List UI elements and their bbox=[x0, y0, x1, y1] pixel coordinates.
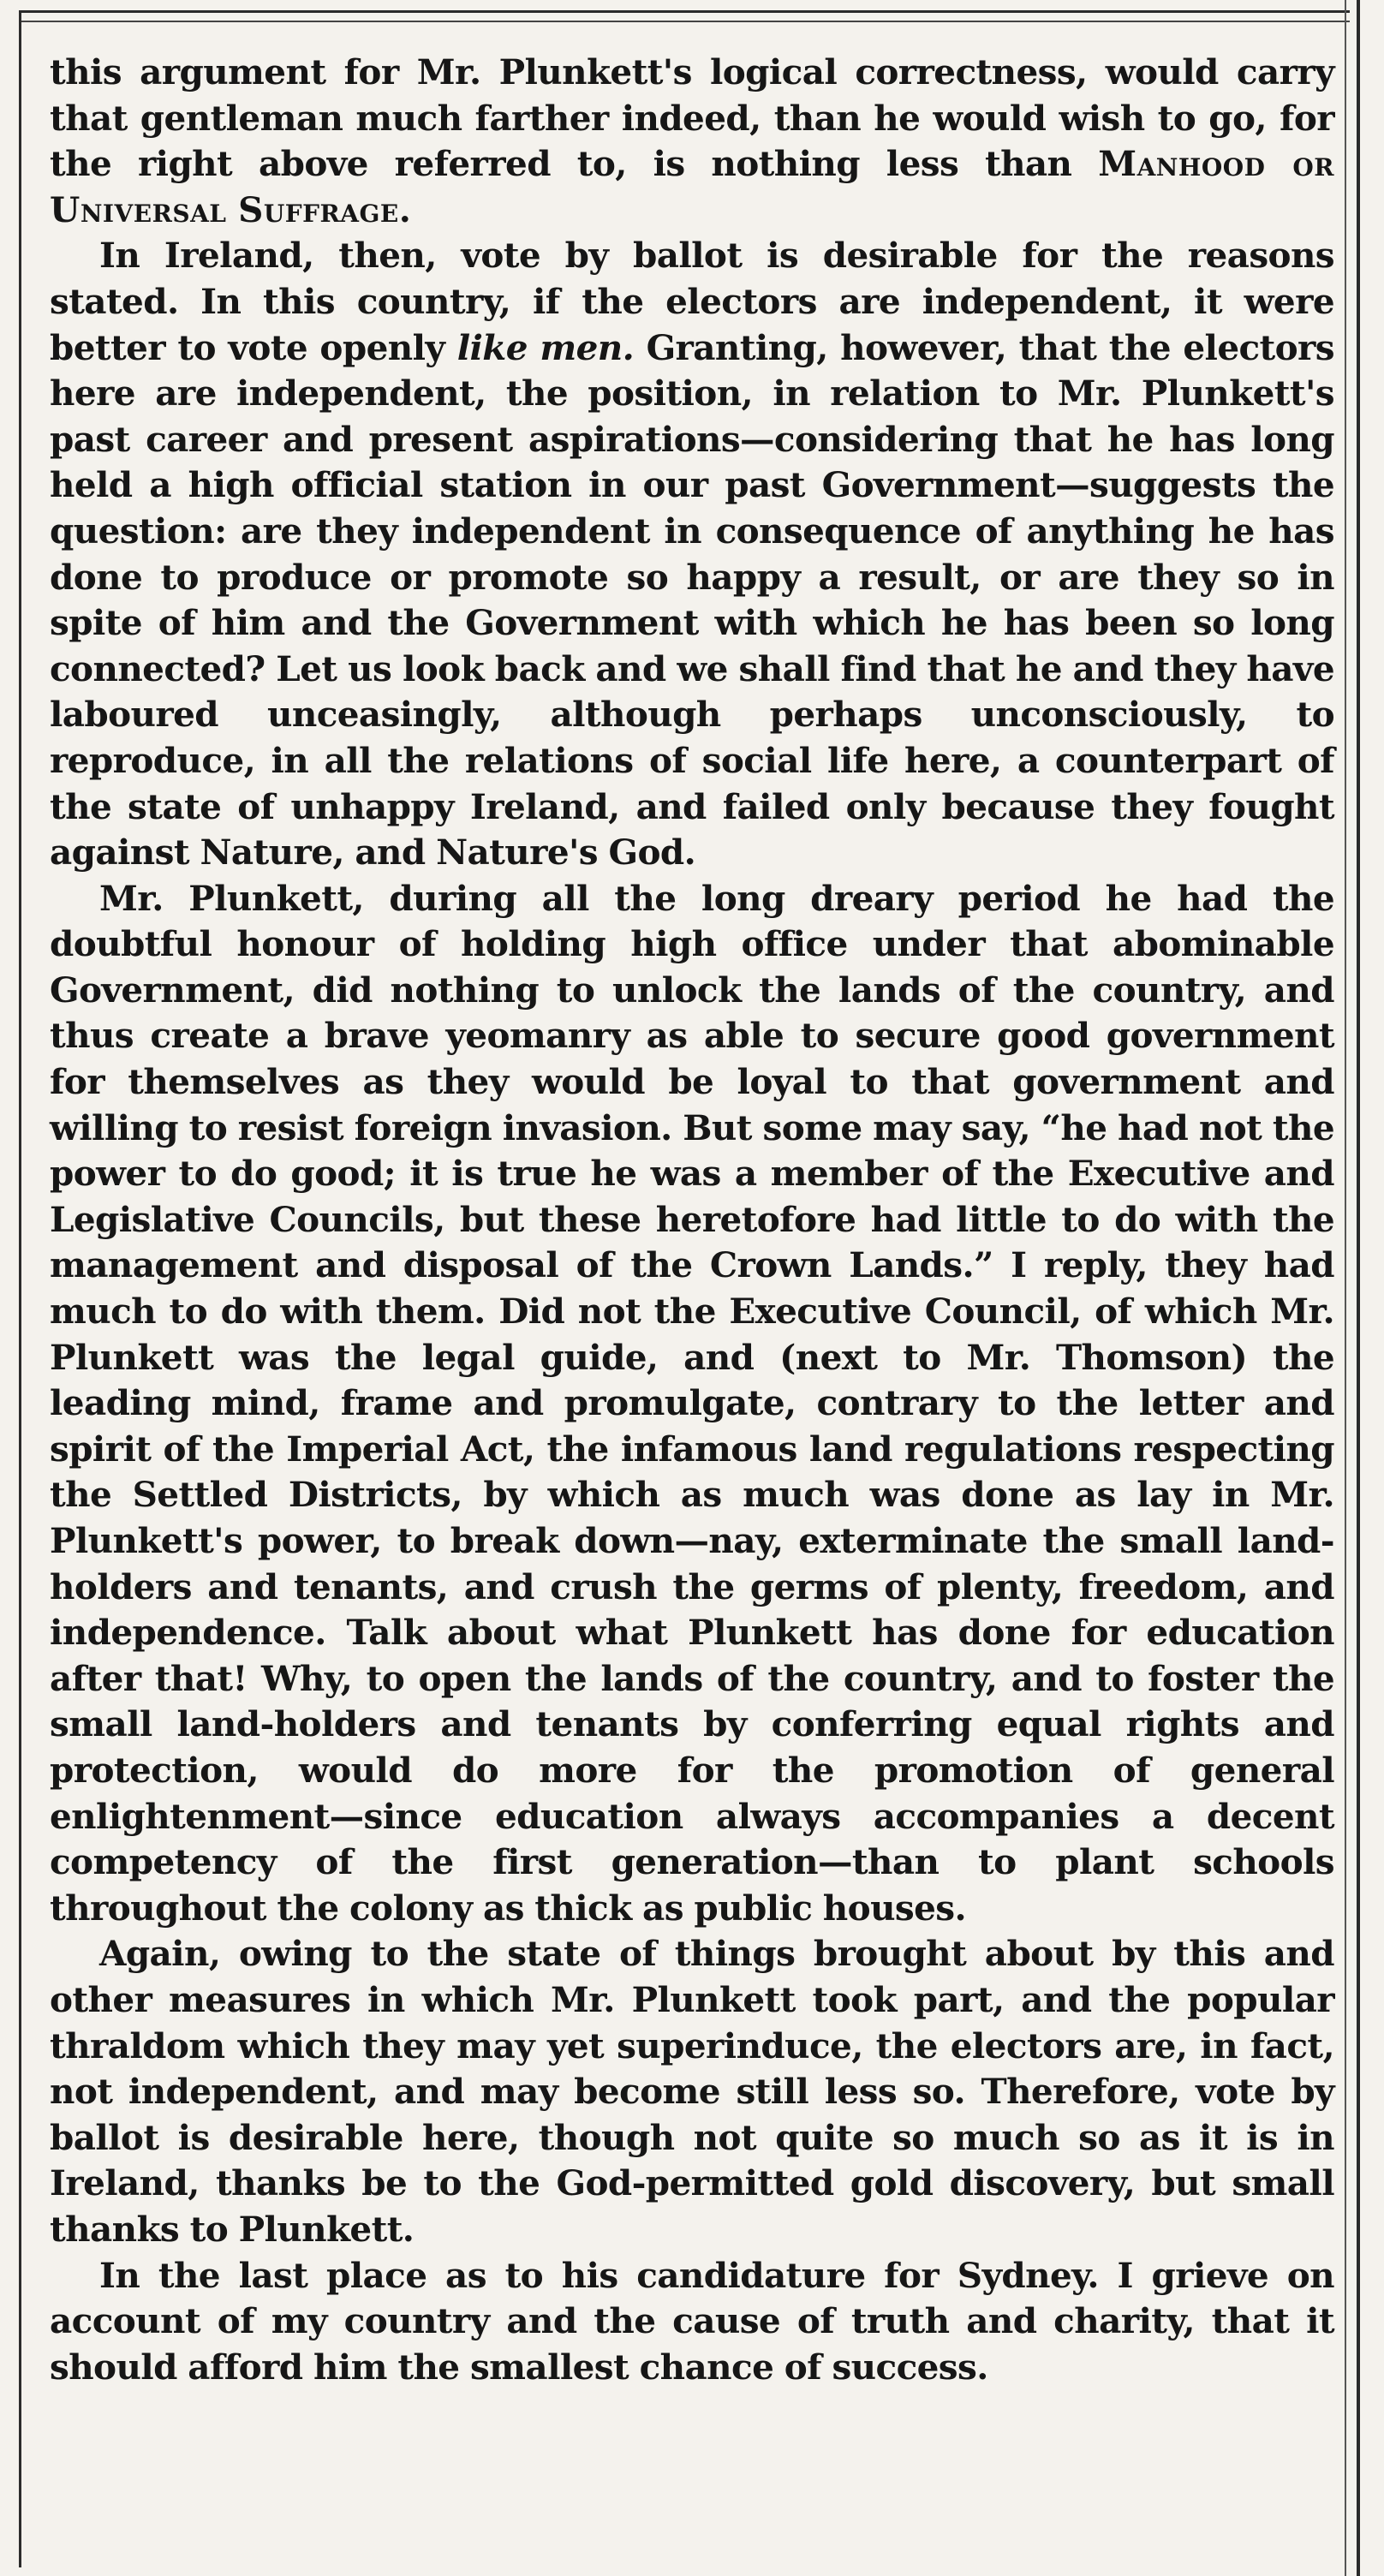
paragraph-2-italic: like men. bbox=[456, 326, 635, 368]
paragraph-2-text-b: Granting, however, that the electors here are independent, the position, in relation to Mr. Plunkett's past career and present aspirations—considering that he has long held a high official station in our past Government—suggests the question: are they independent in consequence of anything he has done to produce or promote so happy a result, or are they so in spite of him and the Government with which he has been so long connected? Let us look back and we shall find that he and they have laboured unceasingly, although perhaps unconsciously, to reproduce, in all the relations of social life here, a counterpart of the state of unhappy Ireland, and failed only because they fought against Nature, and Nature's God. bbox=[50, 326, 1335, 874]
paragraph-5: In the last place as to his candidature for Sydney. I grieve on account of my country and the cause of truth and charity, that it should afford him the smallest chance of success. bbox=[50, 2254, 1334, 2388]
paragraph-2 bbox=[50, 233, 1334, 875]
paragraph-1-small-caps: Manhood or Universal Suffrage. bbox=[50, 143, 1334, 230]
left-column-rule bbox=[19, 10, 21, 2567]
paragraph-2-text-a: In Ireland, then, vote by ballot is desirable for the reasons stated. In this country, if the electors are independent, it were better to vote openly bbox=[50, 235, 1334, 368]
paragraph-3: Mr. Plunkett, during all the long dreary period he had the doubtful honour of holding high office under that abominable Government, did nothing to unlock the lands of the country, and thus create a brave yeomanry as able to secure good government for themselves as they would be loyal to that government and willing to resist foreign invasion. But some may say, “he had not the power to do good; it is true he was a member of the Executive and Legislative Councils, but these heretofore had little to do with the management and disposal of the Crown Lands.” I reply, they had much to do with them. Did not the Executive Council, of which Mr. Plunkett was the legal guide, and (next to Mr. Thomson) the leading mind, frame and promulgate, contrary to the letter and spirit of the Imperial Act, the infamous land regulations respecting the Settled Districts, by which as much was done as lay in Mr. Plunkett's power, to break down—nay, exterminate the small land-holders and tenants, and crush the germs of plenty, freedom, and independence. Talk about what Plunkett has done for education after that! Why, to open the lands of the country, and to foster the small land-holders and tenants by conferring equal rights and protection, would do more for the promotion of general enlightenment—since education always accompanies a decent competency of the first generation—than to plant schools throughout the colony as thick as public houses. bbox=[50, 877, 1334, 1929]
paragraph-4: Again, owing to the state of things brought about by this and other measures in which Mr. Plunkett took part, and the popular thraldom which they may yet superinduce, the electors are, in fact, not independent, and may become still less so. Therefore, vote by ballot is desirable here, though not quite so much so as it is in Ireland, thanks be to the God-permitted gold discovery, but small thanks to Plunkett. bbox=[50, 1933, 1334, 2250]
paragraph-1 bbox=[50, 50, 1334, 233]
top-rule bbox=[21, 10, 1350, 13]
top-rule-secondary bbox=[21, 21, 1350, 22]
article-column bbox=[50, 50, 1334, 2390]
right-column-rule-inner bbox=[1345, 0, 1346, 2576]
right-column-rule bbox=[1357, 0, 1360, 2576]
paragraph-1-text: this argument for Mr. Plunkett's logical correctness, would carry that gentleman much farther indeed, than he would wish to go, for the right above referred to, is nothing less than bbox=[50, 51, 1334, 185]
